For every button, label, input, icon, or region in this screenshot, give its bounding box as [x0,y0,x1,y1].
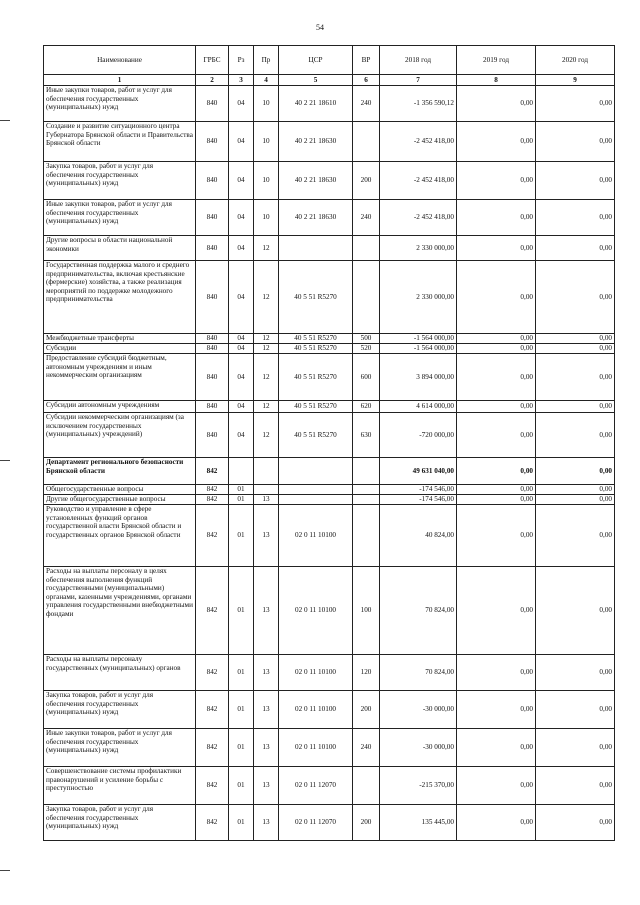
row-amount-2018: -174 546,00 [380,495,457,505]
row-vr: 600 [353,354,380,401]
row-name: Иные закупки товаров, работ и услуг для обеспечения государственных (муниципальных) нужд [44,200,196,236]
table-row [44,122,615,162]
row-grbs: 840 [196,162,229,200]
column-number: 1 [44,75,196,86]
row-amount-2019: 0,00 [457,344,536,354]
row-grbs: 842 [196,485,229,495]
row-amount-2020: 0,00 [536,485,615,495]
row-grbs: 842 [196,655,229,691]
row-rz: 04 [229,334,254,344]
row-amount-2020: 0,00 [536,261,615,334]
row-rz: 04 [229,236,254,261]
row-amount-2018: -174 546,00 [380,485,457,495]
row-grbs: 842 [196,729,229,767]
row-pr: 13 [254,729,279,767]
margin-mark [0,460,10,461]
table-row [44,691,615,729]
row-name: Руководство и управление в сфере установленных функций органов государственной власти Брянской области и государственных органов Брянской области [44,505,196,567]
row-grbs: 842 [196,458,229,485]
row-amount-2020: 0,00 [536,401,615,413]
row-csr: 02 0 11 10100 [279,567,353,655]
table-row [44,505,615,567]
row-grbs: 840 [196,334,229,344]
row-amount-2018: 40 824,00 [380,505,457,567]
row-amount-2019: 0,00 [457,86,536,122]
row-csr: 40 5 51 R5270 [279,413,353,458]
row-amount-2018: 4 614 000,00 [380,401,457,413]
row-amount-2020: 0,00 [536,567,615,655]
row-amount-2020: 0,00 [536,354,615,401]
row-vr [353,495,380,505]
row-amount-2019: 0,00 [457,458,536,485]
row-pr: 12 [254,401,279,413]
row-name: Иные закупки товаров, работ и услуг для обеспечения государственных (муниципальных) нужд [44,86,196,122]
row-pr: 13 [254,691,279,729]
row-amount-2018: -2 452 418,00 [380,122,457,162]
row-csr: 40 2 21 18630 [279,200,353,236]
row-csr: 40 5 51 R5270 [279,261,353,334]
row-name: Департамент регионального безопасности Брянской области [44,458,196,485]
row-amount-2019: 0,00 [457,334,536,344]
row-vr [353,261,380,334]
row-amount-2019: 0,00 [457,655,536,691]
column-number-row [44,75,615,86]
table-row [44,413,615,458]
row-name: Предоставление субсидий бюджетным, автономным учреждениям и иным некоммерческим организациям [44,354,196,401]
row-name: Другие общегосударственные вопросы [44,495,196,505]
row-pr: 10 [254,200,279,236]
row-rz: 01 [229,567,254,655]
row-amount-2018: -215 370,00 [380,767,457,805]
header-rz: Рз [229,46,254,75]
row-csr: 02 0 11 10100 [279,655,353,691]
row-grbs: 840 [196,401,229,413]
row-amount-2018: -2 452 418,00 [380,162,457,200]
row-amount-2019: 0,00 [457,805,536,841]
column-number: 6 [353,75,380,86]
row-vr: 200 [353,805,380,841]
row-grbs: 842 [196,805,229,841]
table-row [44,334,615,344]
row-rz: 04 [229,413,254,458]
row-rz: 04 [229,200,254,236]
row-name: Общегосударственные вопросы [44,485,196,495]
row-amount-2020: 0,00 [536,691,615,729]
row-vr: 620 [353,401,380,413]
row-grbs: 840 [196,413,229,458]
row-csr: 40 2 21 18610 [279,86,353,122]
header-row [44,46,615,75]
row-amount-2019: 0,00 [457,236,536,261]
row-grbs: 842 [196,767,229,805]
row-amount-2018: 70 824,00 [380,655,457,691]
row-amount-2018: -1 564 000,00 [380,344,457,354]
margin-mark [0,120,10,121]
row-rz: 04 [229,86,254,122]
table-row [44,805,615,841]
row-vr [353,505,380,567]
row-csr [279,495,353,505]
row-rz: 04 [229,162,254,200]
row-amount-2020: 0,00 [536,767,615,805]
row-grbs: 840 [196,344,229,354]
row-pr [254,485,279,495]
row-pr: 13 [254,495,279,505]
row-name: Иные закупки товаров, работ и услуг для обеспечения государственных (муниципальных) нужд [44,729,196,767]
row-vr: 630 [353,413,380,458]
row-grbs: 842 [196,495,229,505]
table-row [44,485,615,495]
row-csr: 02 0 11 12070 [279,805,353,841]
row-amount-2019: 0,00 [457,122,536,162]
row-amount-2020: 0,00 [536,729,615,767]
row-grbs: 840 [196,236,229,261]
header-name: Наименование [44,46,196,75]
row-pr: 10 [254,162,279,200]
row-amount-2020: 0,00 [536,655,615,691]
row-amount-2018: -30 000,00 [380,691,457,729]
row-grbs: 840 [196,200,229,236]
row-pr: 12 [254,334,279,344]
row-rz: 01 [229,691,254,729]
row-vr: 120 [353,655,380,691]
row-csr [279,236,353,261]
row-csr: 40 2 21 18630 [279,122,353,162]
table-row [44,401,615,413]
row-amount-2020: 0,00 [536,162,615,200]
row-amount-2019: 0,00 [457,413,536,458]
row-amount-2019: 0,00 [457,401,536,413]
row-vr: 520 [353,344,380,354]
header-grbs: ГРБС [196,46,229,75]
row-name: Государственная поддержка малого и среднего предпринимательства, включая крестьянские (фермерские) хозяйства, а также реализация мероприятий по поддержке молодежного предпринимательства [44,261,196,334]
row-amount-2019: 0,00 [457,567,536,655]
column-number: 4 [254,75,279,86]
row-vr: 200 [353,691,380,729]
table-row [44,86,615,122]
row-rz: 04 [229,401,254,413]
row-vr: 100 [353,567,380,655]
table-row [44,767,615,805]
margin-mark [0,870,10,871]
column-number: 5 [279,75,353,86]
row-amount-2019: 0,00 [457,485,536,495]
row-csr [279,458,353,485]
header-2020: 2020 год [536,46,615,75]
row-pr: 13 [254,767,279,805]
row-csr: 40 5 51 R5270 [279,334,353,344]
row-amount-2020: 0,00 [536,413,615,458]
row-amount-2018: -720 000,00 [380,413,457,458]
row-amount-2019: 0,00 [457,505,536,567]
row-rz: 01 [229,505,254,567]
row-vr [353,485,380,495]
row-pr: 10 [254,86,279,122]
table-row [44,344,615,354]
row-pr: 12 [254,236,279,261]
row-name: Расходы на выплаты персоналу государственных (муниципальных) органов [44,655,196,691]
row-amount-2018: -1 356 590,12 [380,86,457,122]
header-pr: Пр [254,46,279,75]
row-rz: 04 [229,354,254,401]
header-2019: 2019 год [457,46,536,75]
column-number: 9 [536,75,615,86]
row-amount-2020: 0,00 [536,334,615,344]
page-number: 54 [316,23,324,32]
row-rz: 01 [229,767,254,805]
column-number: 8 [457,75,536,86]
row-amount-2018: -30 000,00 [380,729,457,767]
column-number: 2 [196,75,229,86]
row-amount-2020: 0,00 [536,236,615,261]
row-rz: 01 [229,495,254,505]
row-amount-2020: 0,00 [536,122,615,162]
budget-table [43,45,615,841]
row-amount-2018: 49 631 040,00 [380,458,457,485]
row-csr: 40 5 51 R5270 [279,354,353,401]
row-csr: 02 0 11 10100 [279,729,353,767]
row-pr: 13 [254,567,279,655]
row-name: Субсидии автономным учреждениям [44,401,196,413]
row-amount-2019: 0,00 [457,261,536,334]
row-csr: 40 5 51 R5270 [279,344,353,354]
row-amount-2019: 0,00 [457,691,536,729]
row-name: Субсидии некоммерческим организациям (за исключением государственных (муниципальных) учреждений) [44,413,196,458]
row-amount-2020: 0,00 [536,458,615,485]
row-amount-2020: 0,00 [536,495,615,505]
row-vr: 240 [353,86,380,122]
row-rz: 01 [229,485,254,495]
row-rz: 01 [229,655,254,691]
row-grbs: 840 [196,354,229,401]
table-row [44,162,615,200]
row-amount-2019: 0,00 [457,729,536,767]
column-number: 3 [229,75,254,86]
row-rz: 01 [229,729,254,767]
row-amount-2020: 0,00 [536,86,615,122]
row-name: Закупка товаров, работ и услуг для обеспечения государственных (муниципальных) нужд [44,805,196,841]
table-row [44,261,615,334]
row-vr [353,236,380,261]
row-vr: 240 [353,200,380,236]
table-row [44,655,615,691]
table-row [44,200,615,236]
row-rz: 04 [229,261,254,334]
row-name: Субсидии [44,344,196,354]
table-row [44,458,615,485]
row-name: Расходы на выплаты персоналу в целях обеспечения выполнения функций государственными (муниципальными) органами, казенными учреждениями, органами управления государственными внебюджетными фондами [44,567,196,655]
row-amount-2019: 0,00 [457,495,536,505]
row-rz: 04 [229,122,254,162]
row-amount-2020: 0,00 [536,505,615,567]
row-amount-2019: 0,00 [457,354,536,401]
row-name: Другие вопросы в области национальной экономики [44,236,196,261]
row-amount-2020: 0,00 [536,344,615,354]
row-rz: 04 [229,344,254,354]
row-vr: 500 [353,334,380,344]
row-amount-2018: 70 824,00 [380,567,457,655]
row-pr: 12 [254,261,279,334]
table-row [44,354,615,401]
row-csr: 40 5 51 R5270 [279,401,353,413]
header-csr: ЦСР [279,46,353,75]
row-grbs: 842 [196,691,229,729]
column-number: 7 [380,75,457,86]
row-amount-2020: 0,00 [536,805,615,841]
row-name: Межбюджетные трансферты [44,334,196,344]
row-amount-2018: 3 894 000,00 [380,354,457,401]
row-grbs: 842 [196,567,229,655]
row-amount-2020: 0,00 [536,200,615,236]
row-amount-2018: -2 452 418,00 [380,200,457,236]
row-amount-2018: 135 445,00 [380,805,457,841]
row-grbs: 840 [196,261,229,334]
row-name: Совершенствование системы профилактики правонарушений и усиление борьбы с преступностью [44,767,196,805]
row-csr: 02 0 11 10100 [279,691,353,729]
table-row [44,729,615,767]
row-pr: 12 [254,354,279,401]
row-pr: 13 [254,505,279,567]
row-grbs: 842 [196,505,229,567]
row-rz [229,458,254,485]
row-name: Закупка товаров, работ и услуг для обеспечения государственных (муниципальных) нужд [44,691,196,729]
row-vr: 200 [353,162,380,200]
row-vr [353,122,380,162]
header-2018: 2018 год [380,46,457,75]
row-name: Создание и развитие ситуационного центра Губернатора Брянской области и Правительства Брянской области [44,122,196,162]
row-pr [254,458,279,485]
row-pr: 12 [254,413,279,458]
table-row [44,567,615,655]
row-amount-2018: -1 564 000,00 [380,334,457,344]
row-amount-2019: 0,00 [457,767,536,805]
row-vr [353,767,380,805]
row-pr: 10 [254,122,279,162]
row-pr: 12 [254,344,279,354]
row-csr: 40 2 21 18630 [279,162,353,200]
row-csr: 02 0 11 10100 [279,505,353,567]
row-vr [353,458,380,485]
row-grbs: 840 [196,86,229,122]
row-amount-2018: 2 330 000,00 [380,236,457,261]
row-csr [279,485,353,495]
row-pr: 13 [254,805,279,841]
row-pr: 13 [254,655,279,691]
row-csr: 02 0 11 12070 [279,767,353,805]
row-amount-2018: 2 330 000,00 [380,261,457,334]
table-row [44,236,615,261]
row-amount-2019: 0,00 [457,200,536,236]
row-vr: 240 [353,729,380,767]
table-row [44,495,615,505]
row-grbs: 840 [196,122,229,162]
row-rz: 01 [229,805,254,841]
row-name: Закупка товаров, работ и услуг для обеспечения государственных (муниципальных) нужд [44,162,196,200]
row-amount-2019: 0,00 [457,162,536,200]
header-vr: ВР [353,46,380,75]
